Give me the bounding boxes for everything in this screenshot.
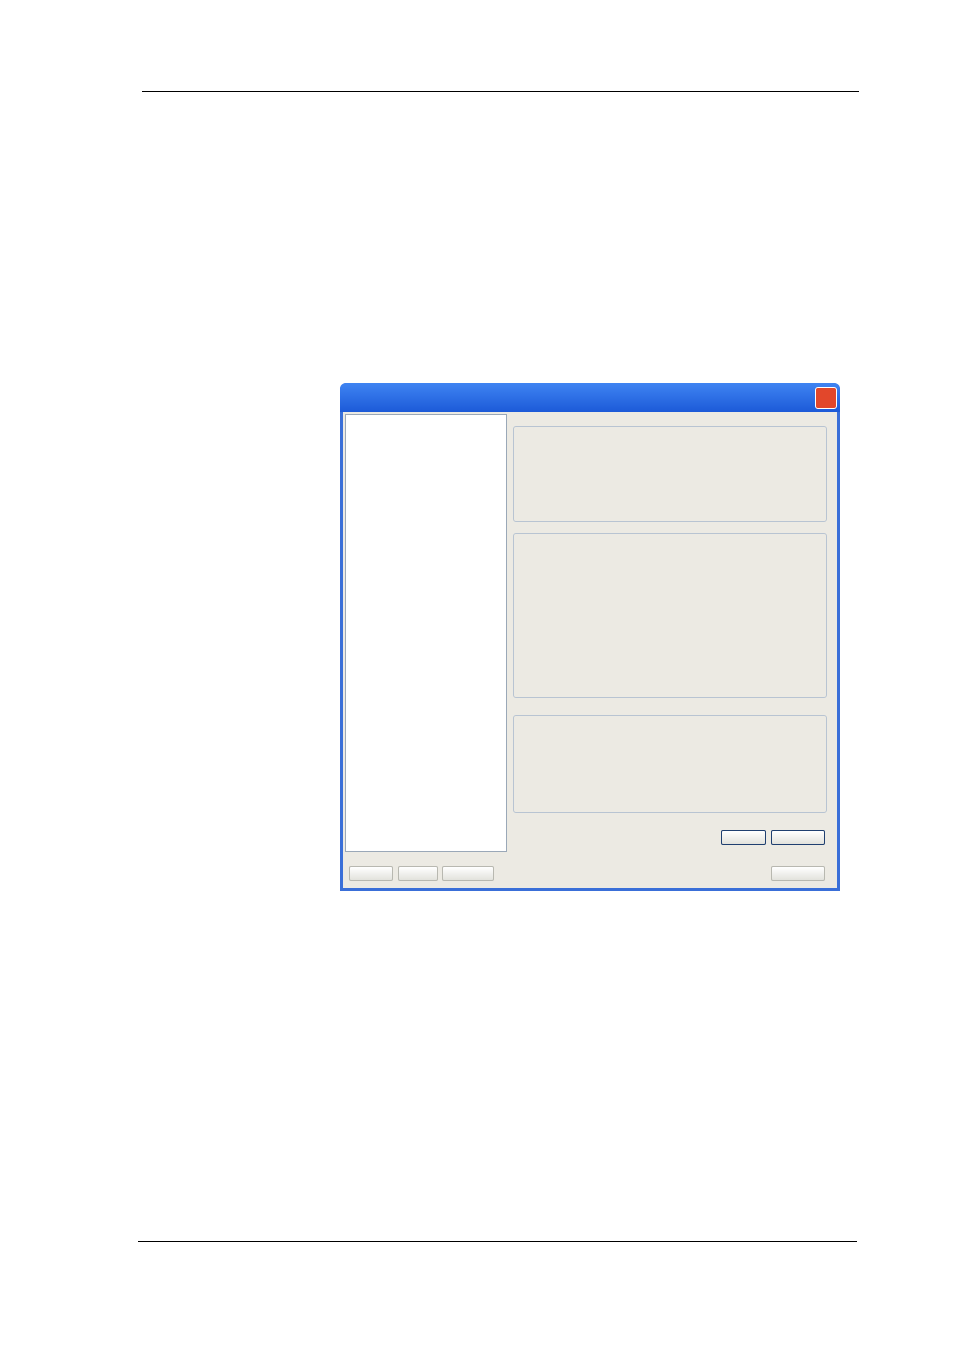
close-icon[interactable]: [815, 387, 837, 409]
delete-button[interactable]: [442, 866, 494, 881]
page-footer: [136, 1240, 863, 1245]
address-book-dialog: [340, 383, 840, 891]
dialog-titlebar: [340, 383, 840, 412]
header-rule: [142, 90, 859, 92]
edit-button[interactable]: [398, 866, 438, 881]
cancel-button[interactable]: [771, 830, 825, 845]
close-button[interactable]: [771, 866, 825, 881]
page-header: [136, 90, 863, 95]
save-button[interactable]: [721, 830, 766, 845]
footer-rule: [138, 1240, 857, 1242]
telephone-group: [513, 715, 827, 813]
serial-port-group: [513, 533, 827, 698]
new-button[interactable]: [349, 866, 393, 881]
address-entry-list[interactable]: [345, 414, 507, 852]
dialog-body: [343, 412, 837, 888]
common-group: [513, 426, 827, 522]
